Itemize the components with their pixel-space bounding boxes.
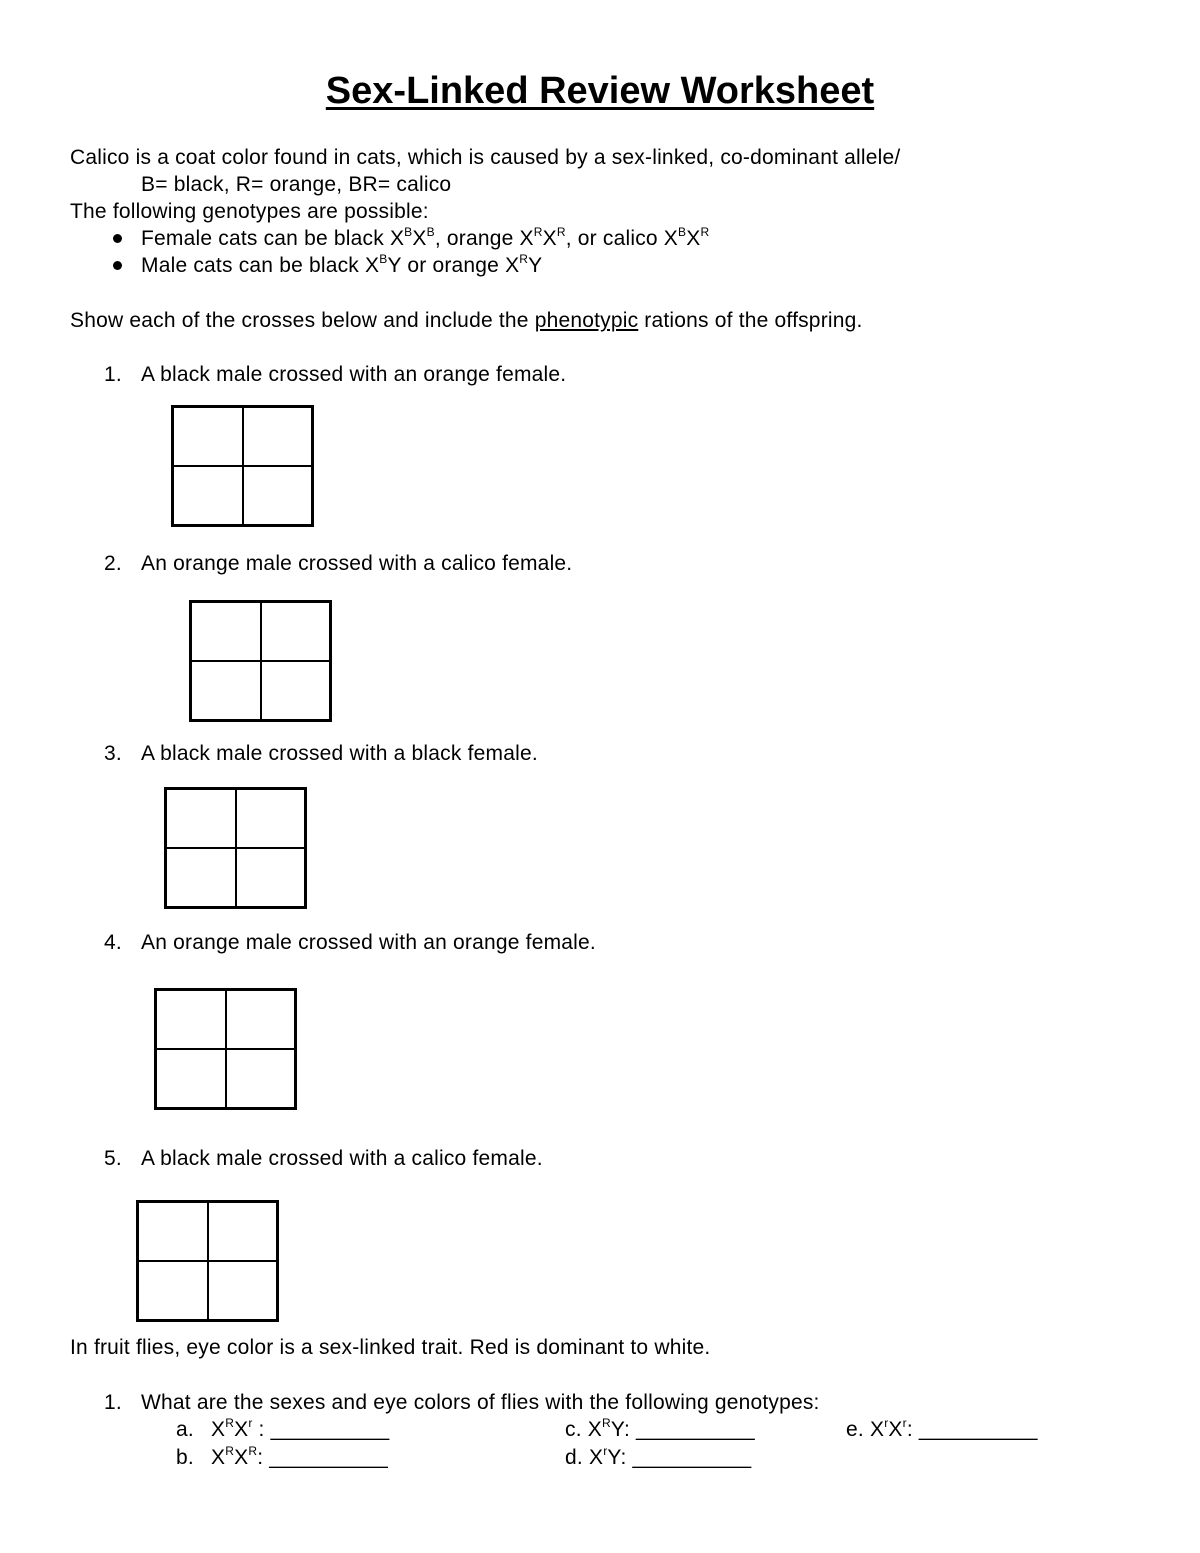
grid-line xyxy=(139,1260,276,1262)
answer-blank[interactable]: __________ xyxy=(269,1446,389,1469)
punnett-square[interactable] xyxy=(164,787,307,909)
genotype-a[interactable]: $X^RX^r$ : __________ xyxy=(211,1416,390,1441)
intro-line-1: Calico is a coat color found in cats, which is caused by a sex-linked, co-dominant allele/ xyxy=(70,146,901,169)
grid-line xyxy=(167,847,304,849)
cross-number: 3. xyxy=(104,742,122,765)
instruction: Show each of the crosses below and include the phenotypic rations of the offspring. xyxy=(70,309,863,332)
cross-number: 5. xyxy=(104,1147,122,1170)
cross-number: 4. xyxy=(104,931,122,954)
punnett-square[interactable] xyxy=(189,600,332,722)
question-number: 1. xyxy=(104,1391,122,1414)
cross-number: 1. xyxy=(104,363,122,386)
grid-line xyxy=(192,660,329,662)
punnett-square[interactable] xyxy=(154,988,297,1110)
question-text: What are the sexes and eye colors of flies with the following genotypes: xyxy=(141,1391,820,1414)
grid-line xyxy=(157,1048,294,1050)
punnett-square[interactable] xyxy=(136,1200,279,1322)
punnett-square[interactable] xyxy=(171,405,314,527)
answer-blank[interactable]: __________ xyxy=(270,1418,390,1441)
fruit-flies-intro: In fruit flies, eye color is a sex-linked trait. Red is dominant to white. xyxy=(70,1336,711,1359)
page-title: Sex-Linked Review Worksheet xyxy=(325,70,875,112)
grid-line xyxy=(174,465,311,467)
answer-blank[interactable]: __________ xyxy=(632,1446,752,1469)
answer-blank[interactable]: __________ xyxy=(636,1418,755,1441)
item-label-b: b. xyxy=(176,1446,194,1469)
genotype-d[interactable]: d. $X^rY$: __________ xyxy=(565,1444,752,1469)
female-genotypes: Female cats can be black $X^BX^B$, orange $X^RX^R$, or calico $X^BX^R$ xyxy=(141,225,710,250)
cross-question: A black male crossed with an orange female. xyxy=(141,363,567,386)
cross-question: An orange male crossed with a calico female. xyxy=(141,552,573,575)
bullet-icon xyxy=(113,261,122,270)
genotype-e[interactable]: e. $X^rX^r$: __________ xyxy=(846,1416,1038,1441)
genotype-c[interactable]: c. $X^RY$: __________ xyxy=(565,1416,755,1441)
cross-question: A black male crossed with a black female. xyxy=(141,742,538,765)
male-genotypes: Male cats can be black $X^BY$ or orange $X^RY$ xyxy=(141,252,543,277)
cross-question: An orange male crossed with an orange female. xyxy=(141,931,596,954)
bullet-icon xyxy=(113,234,122,243)
item-label-a: a. xyxy=(176,1418,194,1441)
intro-line-3: The following genotypes are possible: xyxy=(70,200,429,223)
answer-blank[interactable]: __________ xyxy=(918,1418,1038,1441)
allele-key: B= black, R= orange, BR= calico xyxy=(141,173,452,196)
genotype-b[interactable]: $X^RX^R$: __________ xyxy=(211,1444,389,1469)
cross-number: 2. xyxy=(104,552,122,575)
cross-question: A black male crossed with a calico female. xyxy=(141,1147,543,1170)
